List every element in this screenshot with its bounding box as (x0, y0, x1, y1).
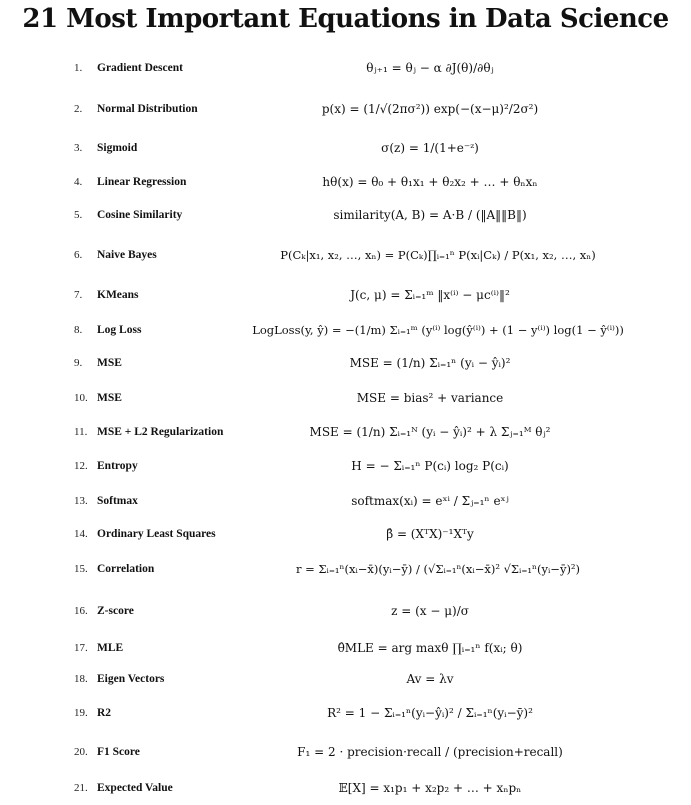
equation-formula: θⱼ₊₁ = θⱼ − α ∂J(θ)/∂θⱼ (366, 61, 494, 75)
equation-name: MSE (97, 357, 122, 369)
list-item (0, 131, 691, 165)
item-number: 14. (74, 528, 88, 540)
equation-formula: softmax(xᵢ) = eˣⁱ / Σⱼ₌₁ⁿ eˣʲ (351, 494, 509, 508)
item-number: 13. (74, 495, 88, 507)
equation-name: F1 Score (97, 746, 140, 758)
equation-name: Log Loss (97, 324, 142, 336)
equation-name: MSE + L2 Regularization (97, 426, 224, 438)
equation-formula: F₁ = 2 · precision·recall / (precision+recall) (297, 745, 563, 759)
item-number: 8. (74, 324, 83, 336)
equation-name: Gradient Descent (97, 62, 183, 74)
list-item (0, 198, 691, 232)
equation-formula: J(c, μ) = Σᵢ₌₁ᵐ ‖x⁽ⁱ⁾ − μc⁽ⁱ⁾‖² (350, 288, 510, 302)
page-title: 21 Most Important Equations in Data Science (22, 4, 669, 34)
equation-formula: LogLoss(y, ŷ) = −(1/m) Σᵢ₌₁ᵐ (y⁽ⁱ⁾ log(ŷ⁽ⁱ⁾) + (1 − y⁽ⁱ⁾) log(1 − ŷ⁽ⁱ⁾)) (252, 323, 624, 337)
equation-name: Linear Regression (97, 176, 187, 188)
equation-name: Naive Bayes (97, 249, 157, 261)
list-item (0, 415, 691, 449)
equation-formula: hθ(x) = θ₀ + θ₁x₁ + θ₂x₂ + … + θₙxₙ (322, 175, 538, 189)
item-number: 18. (74, 673, 88, 685)
equation-name: Entropy (97, 460, 138, 472)
equation-name: KMeans (97, 289, 139, 301)
item-number: 2. (74, 103, 83, 115)
equation-name: Expected Value (97, 782, 173, 794)
equation-name: R2 (97, 707, 112, 719)
item-number: 20. (74, 746, 88, 758)
list-item (0, 165, 691, 199)
equation-formula: 𝔼[X] = x₁p₁ + x₂p₂ + … + xₙpₙ (338, 781, 522, 795)
equation-formula: z = (x − μ)/σ (391, 604, 469, 618)
equation-name: Normal Distribution (97, 103, 198, 115)
item-number: 11. (74, 426, 88, 438)
equation-formula: Av = λv (406, 672, 454, 686)
list-item (0, 517, 691, 551)
item-number: 10. (74, 392, 88, 404)
item-number: 5. (74, 209, 83, 221)
list-item (0, 631, 691, 665)
equation-name: MLE (97, 642, 124, 654)
equation-name: Cosine Similarity (97, 209, 183, 221)
list-item (0, 92, 691, 126)
list-item (0, 51, 691, 85)
equation-formula: MSE = bias² + variance (356, 391, 504, 405)
item-number: 3. (74, 142, 83, 154)
equation-formula: MSE = (1/n) Σᵢ₌₁ᴺ (yᵢ − ŷᵢ)² + λ Σⱼ₌₁ᴹ θⱼ² (309, 425, 551, 439)
item-number: 16. (74, 605, 88, 617)
item-number: 12. (74, 460, 88, 472)
list-item (0, 278, 691, 312)
equation-name: MSE (97, 392, 122, 404)
item-number: 17. (74, 642, 88, 654)
equation-name: Eigen Vectors (97, 673, 165, 685)
equation-formula: r = Σᵢ₌₁ⁿ(xᵢ−x̄)(yᵢ−ȳ) / (√Σᵢ₌₁ⁿ(xᵢ−x̄)² √Σᵢ₌₁ⁿ(yᵢ−ȳ)²) (295, 562, 581, 576)
list-item (0, 346, 691, 380)
list-item (0, 552, 691, 586)
item-number: 9. (74, 357, 83, 369)
equation-formula: R² = 1 − Σᵢ₌₁ⁿ(yᵢ−ŷᵢ)² / Σᵢ₌₁ⁿ(yᵢ−ȳ)² (327, 706, 533, 720)
list-item (0, 735, 691, 769)
equation-name: Z-score (97, 605, 134, 617)
equation-formula: σ(z) = 1/(1+e⁻ᶻ) (381, 141, 479, 155)
list-item (0, 238, 691, 272)
equation-formula: MSE = (1/n) Σᵢ₌₁ⁿ (yᵢ − ŷᵢ)² (349, 356, 511, 370)
list-item (0, 381, 691, 415)
list-item (0, 662, 691, 696)
equation-formula: H = − Σᵢ₌₁ⁿ P(cᵢ) log₂ P(cᵢ) (351, 459, 509, 473)
equation-formula: θ̂MLE = arg maxθ ∏ᵢ₌₁ⁿ f(xᵢ; θ) (337, 641, 523, 655)
item-number: 6. (74, 249, 83, 261)
equation-formula: P(Cₖ|x₁, x₂, …, xₙ) = P(Cₖ)∏ᵢ₌₁ⁿ P(xᵢ|Cₖ) / P(x₁, x₂, …, xₙ) (280, 248, 596, 262)
item-number: 21. (74, 782, 88, 794)
list-item (0, 313, 691, 347)
item-number: 15. (74, 563, 88, 575)
equation-name: Correlation (97, 563, 155, 575)
equation-formula: β̂ = (XᵀX)⁻¹Xᵀy (386, 527, 474, 541)
equation-name: Sigmoid (97, 142, 138, 154)
item-number: 1. (74, 62, 83, 74)
equation-name: Softmax (97, 495, 138, 507)
item-number: 19. (74, 707, 88, 719)
item-number: 7. (74, 289, 83, 301)
equation-formula: p(x) = (1/√(2πσ²)) exp(−(x−μ)²/2σ²) (321, 102, 539, 116)
item-number: 4. (74, 176, 83, 188)
equation-formula: similarity(A, B) = A·B / (‖A‖‖B‖) (333, 208, 527, 222)
equation-name: Ordinary Least Squares (97, 528, 216, 540)
list-item (0, 484, 691, 518)
list-item (0, 449, 691, 483)
list-item (0, 696, 691, 730)
list-item (0, 594, 691, 628)
